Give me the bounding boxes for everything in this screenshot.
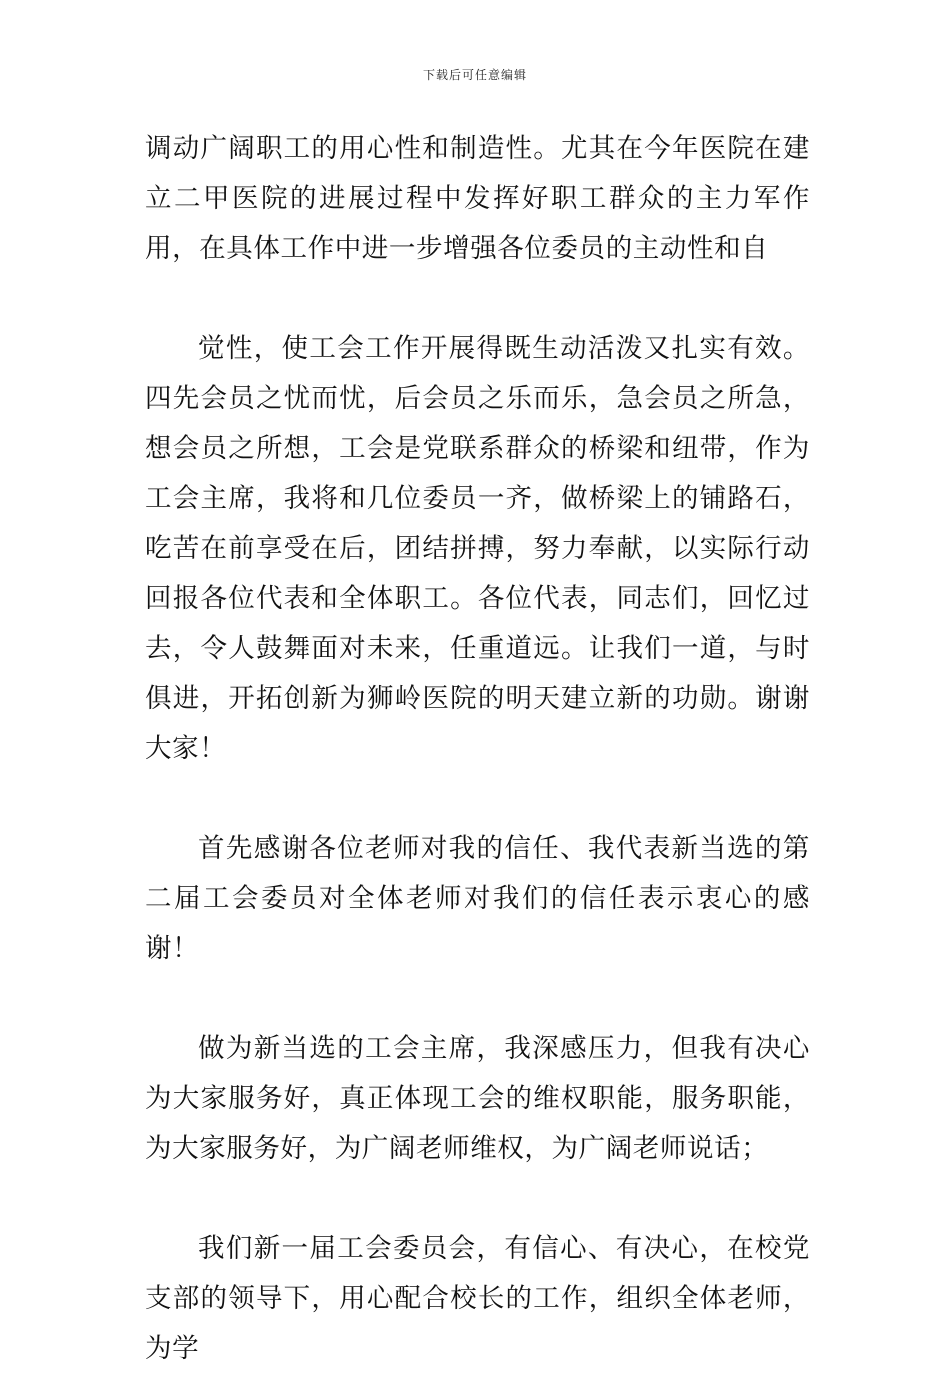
paragraph-1: 调动广阔职工的用心性和制造性。尤其在今年医院在建立二甲医院的进展过程中发挥好职工群众的主力军作用，在具体工作中进一步增强各位委员的主动性和自: [145, 133, 810, 264]
paragraph-4: 做为新当选的工会主席，我深感压力，但我有决心为大家服务好，真正体现工会的维权职能，服务职能，为大家服务好，为广阔老师维权，为广阔老师说话；: [145, 1033, 810, 1164]
header-note: 下载后可任意编辑: [422, 68, 527, 82]
paragraph-5: 我们新一届工会委员会，有信心、有决心，在校党支部的领导下，用心配合校长的工作，组织全体老师，为学: [145, 1233, 810, 1364]
paragraph-2: 觉性，使工会工作开展得既生动活泼又扎实有效。四先会员之忧而忧，后会员之乐而乐，急会员之所急，想会员之所想，工会是党联系群众的桥梁和纽带，作为工会主席，我将和几位委员一齐，做桥梁上的铺路石，吃苦在前享受在后，团结拼搏，努力奉献，以实际行动回报各位代表和全体职工。各位代表，同志们，回忆过去，令人鼓舞面对未来，任重道远。让我们一道，与时俱进，开拓创新为狮岭医院的明天建立新的功勋。谢谢大家！: [145, 333, 810, 764]
paragraph-3: 首先感谢各位老师对我的信任、我代表新当选的第二届工会委员对全体老师对我们的信任表示衷心的感谢！: [145, 833, 810, 964]
body-text: [145, 124, 810, 1374]
